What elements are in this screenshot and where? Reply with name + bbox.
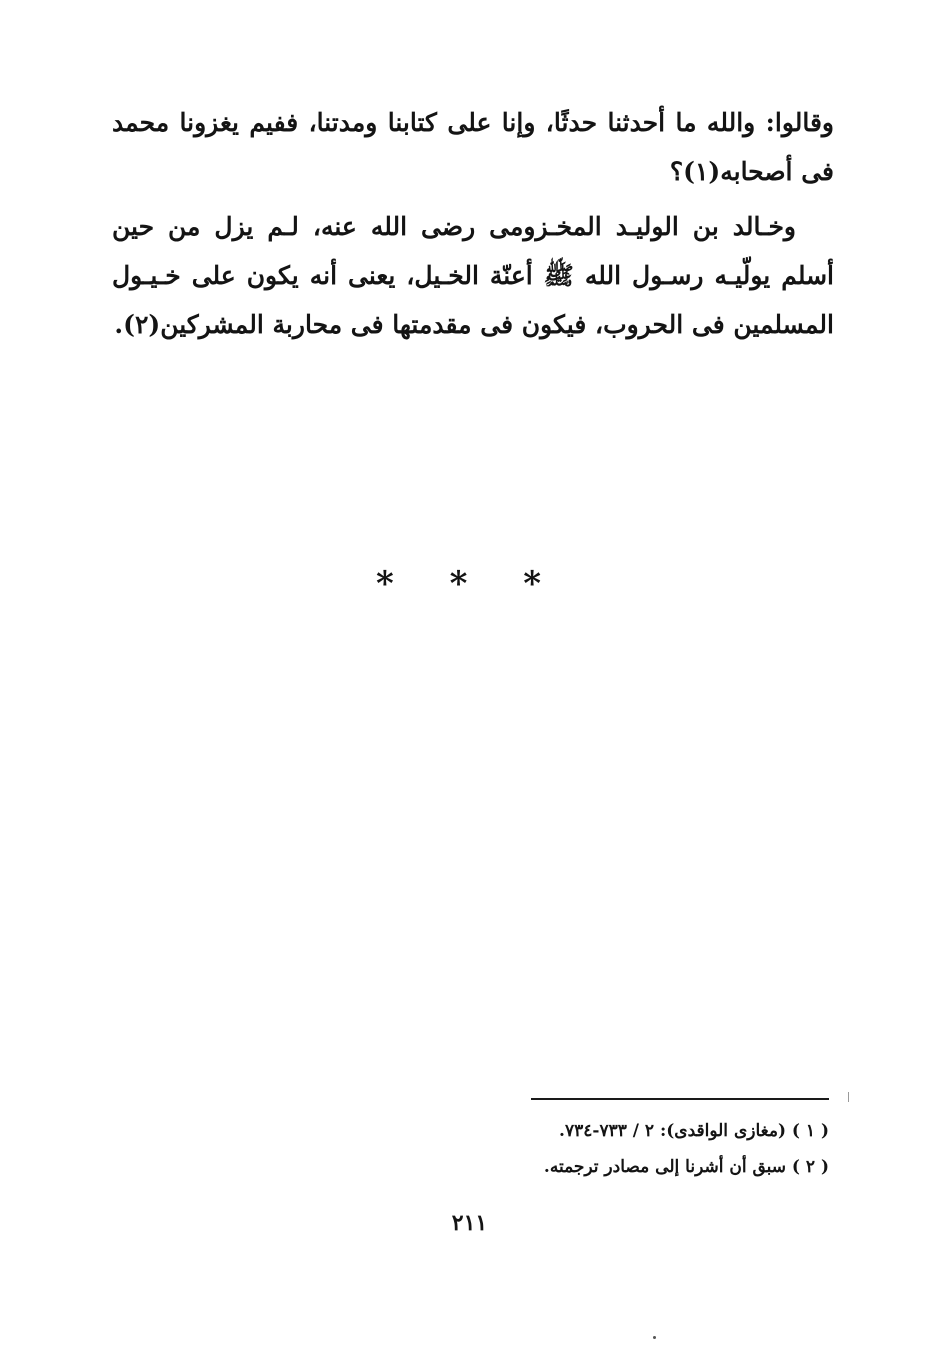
section-separator: * * * xyxy=(375,564,563,604)
footnote-divider xyxy=(531,1098,829,1100)
paragraph-second: وخـالد بن الوليـد المخـزومى رضى الله عنه، لـم يزل من حين أسلم يولّيـه رسـول الله ﷺ أعنّة الخـيل، يعنى أنه يكون على خـيـول المسلمين فى الحروب، فيكون فى مقدمتها فى محاربة المشركين(٢). xyxy=(112,212,834,339)
scan-speck xyxy=(653,1336,656,1339)
paragraph-first: وقالوا: والله ما أحدثنا حدثًا، وإنا على كتابنا ومدتنا، ففيم يغزونا محمد فى أصحابه(١)؟ xyxy=(112,108,834,186)
footnotes xyxy=(420,1113,829,1185)
margin-mark xyxy=(848,1092,849,1102)
footnote-1: ( ١ ) (مغازى الواقدى): ٢ / ٧٣٣-٧٣٤. xyxy=(559,1121,829,1141)
main-text xyxy=(112,98,834,349)
footnote-2: ( ٢ ) سبق أن أشرنا إلى مصادر ترجمته. xyxy=(543,1157,829,1177)
page-number: ٢١١ xyxy=(451,1210,488,1236)
